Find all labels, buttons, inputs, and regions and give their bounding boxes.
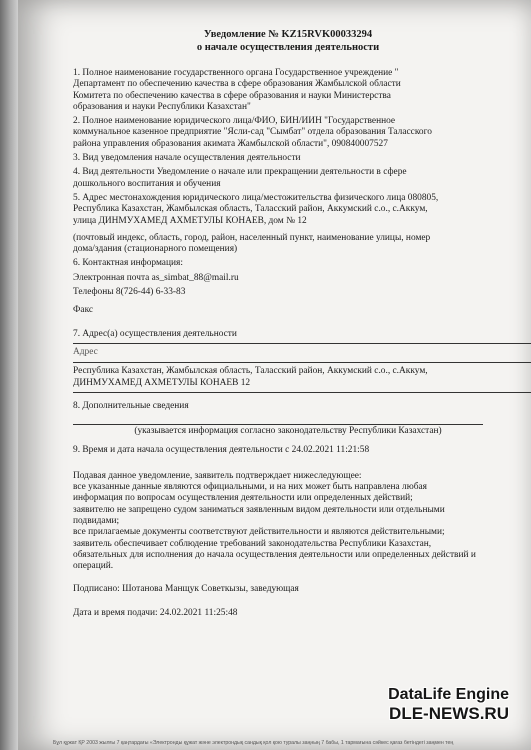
section-5-address — [73, 193, 503, 227]
section-2-line: коммунальное казенное предприятие "Ясли-сад "Сымбат" отдела образования Таласского — [73, 127, 432, 138]
section-8-note: (указывается информация согласно законодательству Республики Казахстан) — [134, 426, 442, 437]
contact-email: Электронная почта as_simbat_88@mail.ru — [73, 272, 239, 283]
section-4-activity-type — [73, 167, 503, 190]
section-5-line: 5. Адрес местонахождения юридического лица/местожительства физического лица 080805, — [73, 192, 439, 203]
confirmation-line: обязательных для исполнения до начала осуществления деятельности или определенных действий и — [73, 549, 476, 560]
submission-datetime: Дата и время подачи: 24.02.2021 11:25:48 — [73, 607, 238, 618]
section-2-line: района управления образования акимата Жамбылской области", 090840007527 — [73, 138, 388, 149]
scan-edge — [0, 0, 18, 750]
confirmation-line: все прилагаемые документы соответствуют действительности и являются действительными; — [73, 527, 445, 538]
section-7-heading: 7. Адрес(а) осуществления деятельности — [73, 328, 237, 339]
scanned-page — [18, 0, 531, 750]
section-1-line: образования и науки Республики Казахстан" — [73, 101, 251, 112]
watermark-line-1: DataLife Engine — [388, 686, 509, 703]
section-1-line: Департамент по обеспечению качества в сфере образования Жамбылской области — [73, 79, 401, 90]
document-subtitle: о начале осуществления деятельности — [196, 42, 380, 53]
document-title: Уведомление № KZ15RVK00033294 — [203, 29, 373, 40]
section-4-line: дошкольного воспитания и обучения — [73, 178, 221, 189]
section-9-start-time: 9. Время и дата начала осуществления деятельности с 24.02.2021 11:21:58 — [73, 445, 370, 456]
contacts-heading: 6. Контактная информация: — [73, 258, 183, 269]
activity-address — [73, 362, 531, 389]
section-5-line: улица ДИНМУХАМЕД АХМЕТУЛЫ КОНАЕВ, дом № 12 — [73, 215, 307, 226]
confirmation-line: заявитель обеспечивает соблюдение требований законодательства Республики Казахстан, — [73, 538, 432, 549]
address-column-header: Адрес — [73, 346, 98, 357]
contact-phone: Телефоны 8(726-44) 6-33-83 — [73, 287, 186, 298]
section-6-contacts — [73, 258, 503, 316]
section-1-authority — [73, 68, 503, 113]
activity-address-line: ДИНМУХАМЕД АХМЕТУЛЫ КОНАЕВ 12 — [73, 377, 251, 388]
legal-footer: Бұл құжат ҚР 2003 жылғы 7 қаңтардағы «Электронды құжат және электрондық сандық қол қою туралы заңның 7 бабы, 1 тармағына сәйкес қағаз бетіндегі заңмен тең — [53, 740, 454, 746]
section-5-note — [73, 233, 503, 256]
applicant-confirmation — [73, 471, 503, 573]
section-4-line: 4. Вид деятельности Уведомление о начале или прекращении деятельности в сфере — [73, 167, 407, 178]
confirmation-line: подвидами; — [73, 515, 120, 526]
contact-fax: Факс — [73, 305, 94, 316]
confirmation-line: операций. — [73, 561, 114, 572]
watermark-line-2: DLE-NEWS.RU — [389, 704, 509, 723]
confirmation-line: Подавая данное уведомление, заявитель подтверждает нижеследующее: — [73, 470, 362, 481]
section-5-note-line: (почтовый индекс, область, город, район, населенный пункт, наименование улицы, номер — [73, 232, 431, 243]
section-5-note-line: дома/здания (стационарного помещения) — [73, 244, 238, 255]
notification-document — [73, 28, 503, 619]
section-8-heading: 8. Дополнительные сведения — [73, 400, 189, 411]
section-1-line: 1. Полное наименование государственного органа Государственное учреждение " — [73, 68, 399, 78]
activity-address-table — [73, 343, 531, 393]
confirmation-line: все указанные данные являются официальными, и на них может быть направлена любая — [73, 482, 427, 493]
site-watermark — [388, 686, 509, 724]
section-1-line: Комитета по обеспечению качества в сфере образования и науки Министерства — [73, 90, 391, 101]
section-2-legal-entity — [73, 116, 503, 150]
section-2-line: 2. Полное наименование юридического лица/ФИО, БИН/ИИН "Государственное — [73, 116, 396, 127]
section-5-line: Республика Казахстан, Жамбылская область, Таласский район, Аккумский с.о., с.Аккум, — [73, 204, 428, 215]
activity-address-line: Республика Казахстан, Жамбылская область, Таласский район, Аккумский с.о., с.Аккум, — [73, 366, 428, 377]
confirmation-line: информация по вопросам осуществления деятельности или определенных действий; — [73, 493, 413, 504]
section-3-notification-type: 3. Вид уведомления начале осуществления деятельности — [73, 153, 301, 164]
confirmation-line: заявителю не запрещено судом заниматься заявленным видом деятельности или отдельными — [73, 504, 445, 515]
additional-info-line — [73, 424, 483, 425]
signature-line: Подписано: Шотанова Манщук Советкызы, заведующая — [73, 584, 299, 595]
